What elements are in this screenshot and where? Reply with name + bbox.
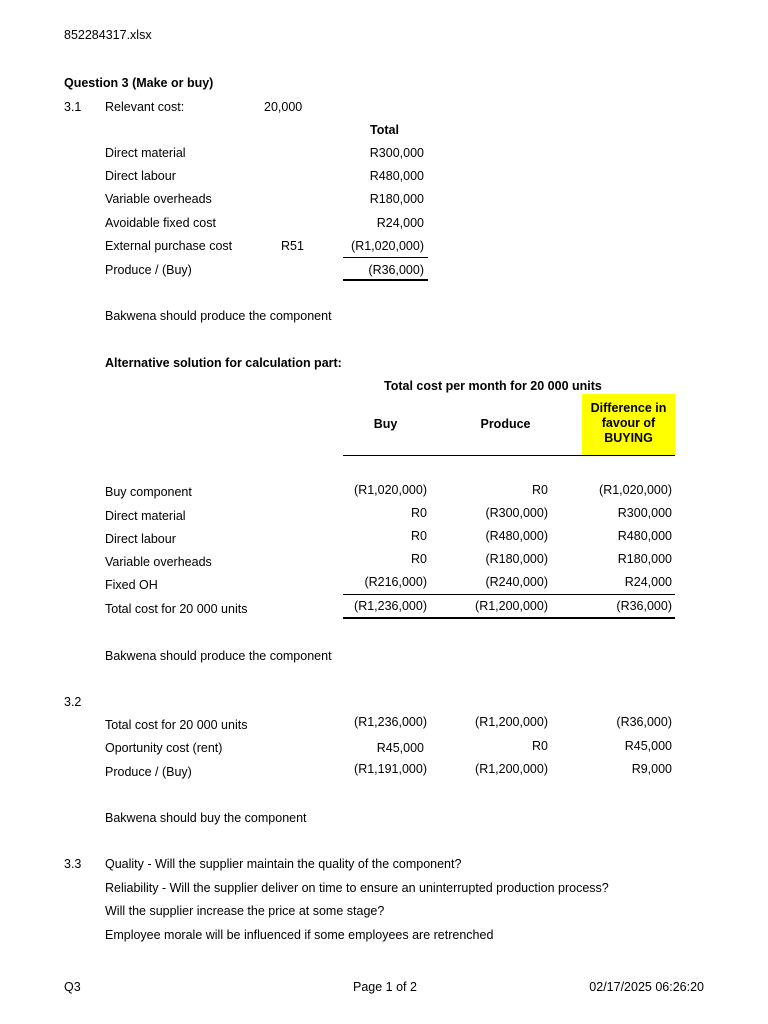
qualitative-line: Quality - Will the supplier maintain the quality of the component? [105,857,462,871]
conclusion-3-1: Bakwena should produce the component [105,309,332,323]
buy-value: R0 [411,506,427,520]
produce-value: (R1,200,000) [475,599,548,613]
alt-title: Alternative solution for calculation part: [105,356,342,370]
section-number-3-3: 3.3 [64,857,82,871]
alt-subtitle: Total cost per month for 20 000 units [384,379,602,393]
question-title: Question 3 (Make or buy) [64,76,214,90]
produce-value: (R480,000) [485,529,548,543]
buy-value: R0 [411,529,427,543]
buy-value: (R1,236,000) [354,715,427,729]
row-label: External purchase cost [105,239,233,253]
row-label: Oportunity cost (rent) [105,741,223,755]
row-label: Fixed OH [105,578,158,592]
col-diff-line: Difference in [590,401,667,415]
row-label: Direct material [105,146,186,160]
unit-price: R51 [281,239,304,253]
diff-value: R480,000 [617,529,672,543]
buy-value: (R1,236,000) [354,599,427,613]
produce-value: (R1,200,000) [475,715,548,729]
produce-value: (R240,000) [485,575,548,589]
section-number-3-1: 3.1 [64,100,82,114]
row-value: R24,000 [376,216,424,230]
col-produce-header: Produce [480,417,531,431]
diff-value: R24,000 [624,575,672,589]
produce-value: (R300,000) [485,506,548,520]
divider [343,257,428,258]
relevant-cost-value: 20,000 [264,100,303,114]
row-label: Total cost for 20 000 units [105,602,248,616]
diff-value: (R36,000) [616,715,672,729]
conclusion-3-2: Bakwena should buy the component [105,811,307,825]
buy-value: (R1,020,000) [354,483,427,497]
diff-value: R9,000 [631,762,672,776]
diff-value: (R1,020,000) [599,483,672,497]
row-label: Produce / (Buy) [105,765,192,779]
row-value: R480,000 [369,169,424,183]
row-label: Direct labour [105,169,176,183]
sheet-name: Q3 [64,980,81,994]
produce-value: (R180,000) [485,552,548,566]
row-label: Avoidable fixed cost [105,216,216,230]
diff-value: R180,000 [617,552,672,566]
file-name: 852284317.xlsx [64,28,152,42]
buy-value: (R216,000) [364,575,427,589]
produce-value: R0 [532,483,548,497]
produce-value: (R1,200,000) [475,762,548,776]
row-label: Produce / (Buy) [105,263,192,277]
buy-value: R45,000 [376,741,424,755]
header-divider [343,455,675,456]
row-label: Total cost for 20 000 units [105,718,248,732]
col-diff-header [582,394,675,455]
total-underline [343,617,675,619]
row-value: (R1,020,000) [351,239,424,253]
row-value: R180,000 [369,192,424,206]
col-buy-header: Buy [373,417,398,431]
conclusion-alt: Bakwena should produce the component [105,649,332,663]
row-label: Direct labour [105,532,176,546]
total-header: Total [370,123,399,137]
total-divider [343,594,675,595]
buy-value: (R1,191,000) [354,762,427,776]
row-value: R300,000 [369,146,424,160]
qualitative-line: Will the supplier increase the price at some stage? [105,904,385,918]
col-diff-line: favour of [601,416,656,430]
row-label: Direct material [105,509,186,523]
row-label: Variable overheads [105,555,212,569]
row-value: (R36,000) [368,263,424,277]
qualitative-line: Reliability - Will the supplier deliver on time to ensure an uninterrupted production process? [105,881,609,895]
print-datetime: 02/17/2025 06:26:20 [589,980,704,994]
diff-value: R300,000 [617,506,672,520]
col-diff-line: BUYING [604,431,653,445]
page-number: Page 1 of 2 [353,980,417,994]
diff-value: (R36,000) [616,599,672,613]
relevant-cost-label: Relevant cost: [105,100,185,114]
produce-value: R0 [532,739,548,753]
row-label: Buy component [105,485,192,499]
diff-value: R45,000 [624,739,672,753]
total-underline [343,279,428,281]
section-number-3-2: 3.2 [64,695,82,709]
buy-value: R0 [411,552,427,566]
row-label: Variable overheads [105,192,212,206]
qualitative-line: Employee morale will be influenced if some employees are retrenched [105,928,494,942]
